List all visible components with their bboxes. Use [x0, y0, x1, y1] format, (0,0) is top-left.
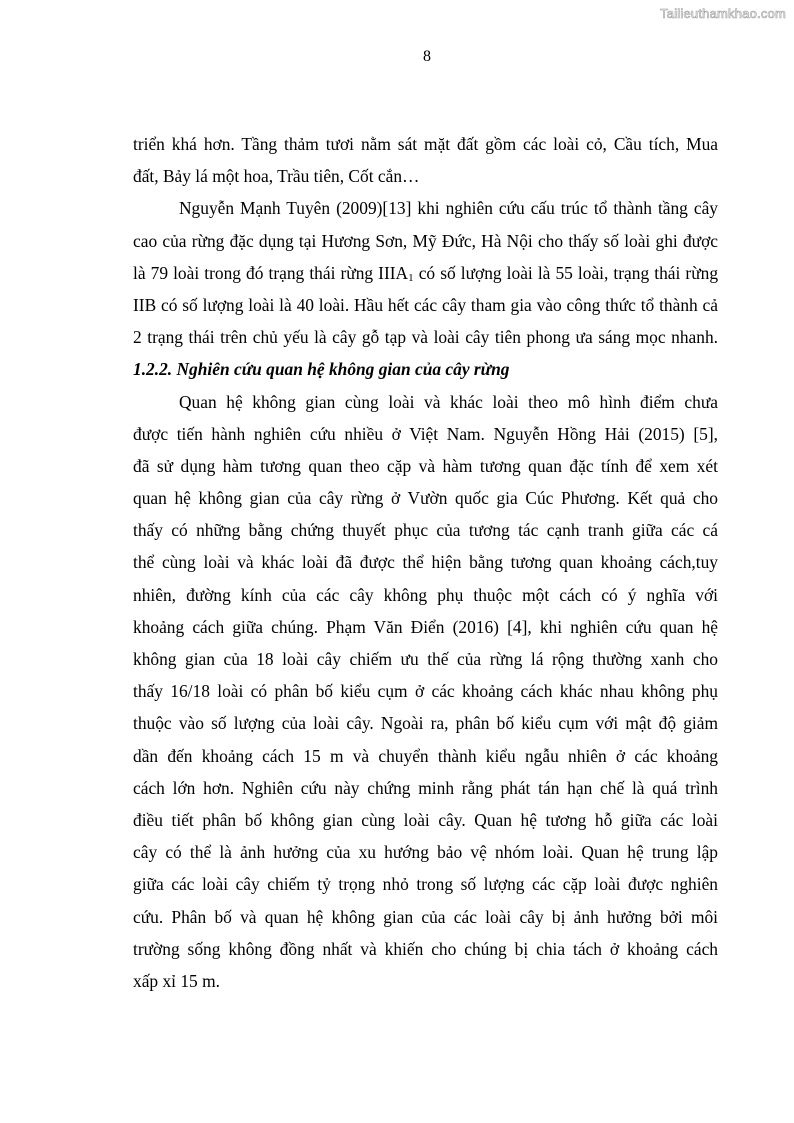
section-heading: 1.2.2. Nghiên cứu quan hệ không gian của cây rừng	[133, 359, 510, 380]
text-line: không gian của 18 loài cây chiếm ưu thế của rừng lá rộng thường xanh cho	[133, 649, 718, 669]
subscript: 1	[408, 271, 414, 284]
text-line: khoảng cách giữa chúng. Phạm Văn Điển (2016) [4], khi nghiên cứu quan hệ	[133, 616, 718, 637]
text-line: cứu. Phân bố và quan hệ không gian của các loài cây bị ảnh hưởng bởi môi	[133, 906, 718, 927]
text-line: thể cùng loài và khác loài đã được thể hiện bằng tương quan khoảng cách,tuy	[133, 552, 718, 573]
text-line: được tiến hành nghiên cứu nhiều ở Việt Nam. Nguyễn Hồng Hải (2015) [5],	[133, 423, 718, 444]
text-line: quan hệ không gian của cây rừng ở Vườn quốc gia Cúc Phương. Kết quả cho	[133, 488, 718, 509]
text-line: cao của rừng đặc dụng tại Hương Sơn, Mỹ Đức, Hà Nội cho thấy số loài ghi được	[133, 230, 718, 251]
text-line: IIB có số lượng loài là 40 loài. Hầu hết các cây tham gia vào công thức tổ thành cả	[133, 294, 718, 315]
text-line: xấp xỉ 15 m.	[133, 970, 220, 991]
text-line: thấy có những bằng chứng thuyết phục của tương tác cạnh tranh giữa các cá	[133, 520, 718, 541]
text-line: thấy 16/18 loài có phân bố kiểu cụm ở các khoảng cách khác nhau không phụ	[133, 681, 718, 702]
document-body	[133, 128, 718, 997]
page-number: 8	[423, 48, 431, 65]
paragraph-continuation	[133, 128, 718, 192]
paragraph-nguyen-manh-tuyen	[133, 192, 718, 353]
text-line: cây có thể là ảnh hưởng của xu hướng bảo vệ nhóm loài. Quan hệ trung lập	[133, 842, 718, 863]
text-line: trường sống không đồng nhất và khiến cho chúng bị chia tách ở khoảng cách	[133, 938, 718, 959]
text-line: 2 trạng thái trên chủ yếu là cây gỗ tạp và loài cây tiên phong ưa sáng mọc nhanh.	[133, 327, 718, 348]
watermark-text: Tailieuthamkhao.com	[660, 6, 786, 21]
text-line: đã sử dụng hàm tương quan theo cặp và hàm tương quan đặc tính để xem xét	[133, 455, 718, 476]
text-segment: có số lượng loài là 55 loài, trạng thái rừng	[413, 262, 719, 283]
text-line: đất, Bảy lá một hoa, Trầu tiên, Cốt cắn…	[133, 166, 420, 187]
paragraph-spatial-relations	[133, 386, 718, 998]
text-line: triển khá hơn. Tầng thảm tươi nằm sát mặt đất gồm các loài cỏ, Cầu tích, Mua	[133, 134, 718, 154]
text-line: cách lớn hơn. Nghiên cứu này chứng minh rằng phát tán hạn chế là quá trình	[133, 777, 718, 798]
text-segment: là 79 loài trong đó trạng thái rừng IIIA	[133, 262, 409, 283]
text-line: thuộc vào số lượng của loài cây. Ngoài ra, phân bố kiểu cụm với mật độ giảm	[133, 713, 718, 734]
text-line: điều tiết phân bố không gian cùng loài cây. Quan hệ tương hỗ giữa các loài	[133, 809, 718, 830]
text-line: giữa các loài cây chiếm tỷ trọng nhỏ trong số lượng các cặp loài được nghiên	[133, 874, 718, 895]
text-line: dần đến khoảng cách 15 m và chuyển thành kiểu ngẫu nhiên ở các khoảng	[133, 745, 718, 766]
text-line: Quan hệ không gian cùng loài và khác loài theo mô hình điểm chưa	[179, 391, 718, 412]
text-line: nhiên, đường kính của các cây không phụ thuộc một cách có ý nghĩa với	[133, 584, 718, 605]
text-line-with-subscript	[133, 257, 718, 289]
text-line: Nguyễn Mạnh Tuyên (2009)[13] khi nghiên cứu cấu trúc tổ thành tầng cây	[179, 198, 718, 219]
